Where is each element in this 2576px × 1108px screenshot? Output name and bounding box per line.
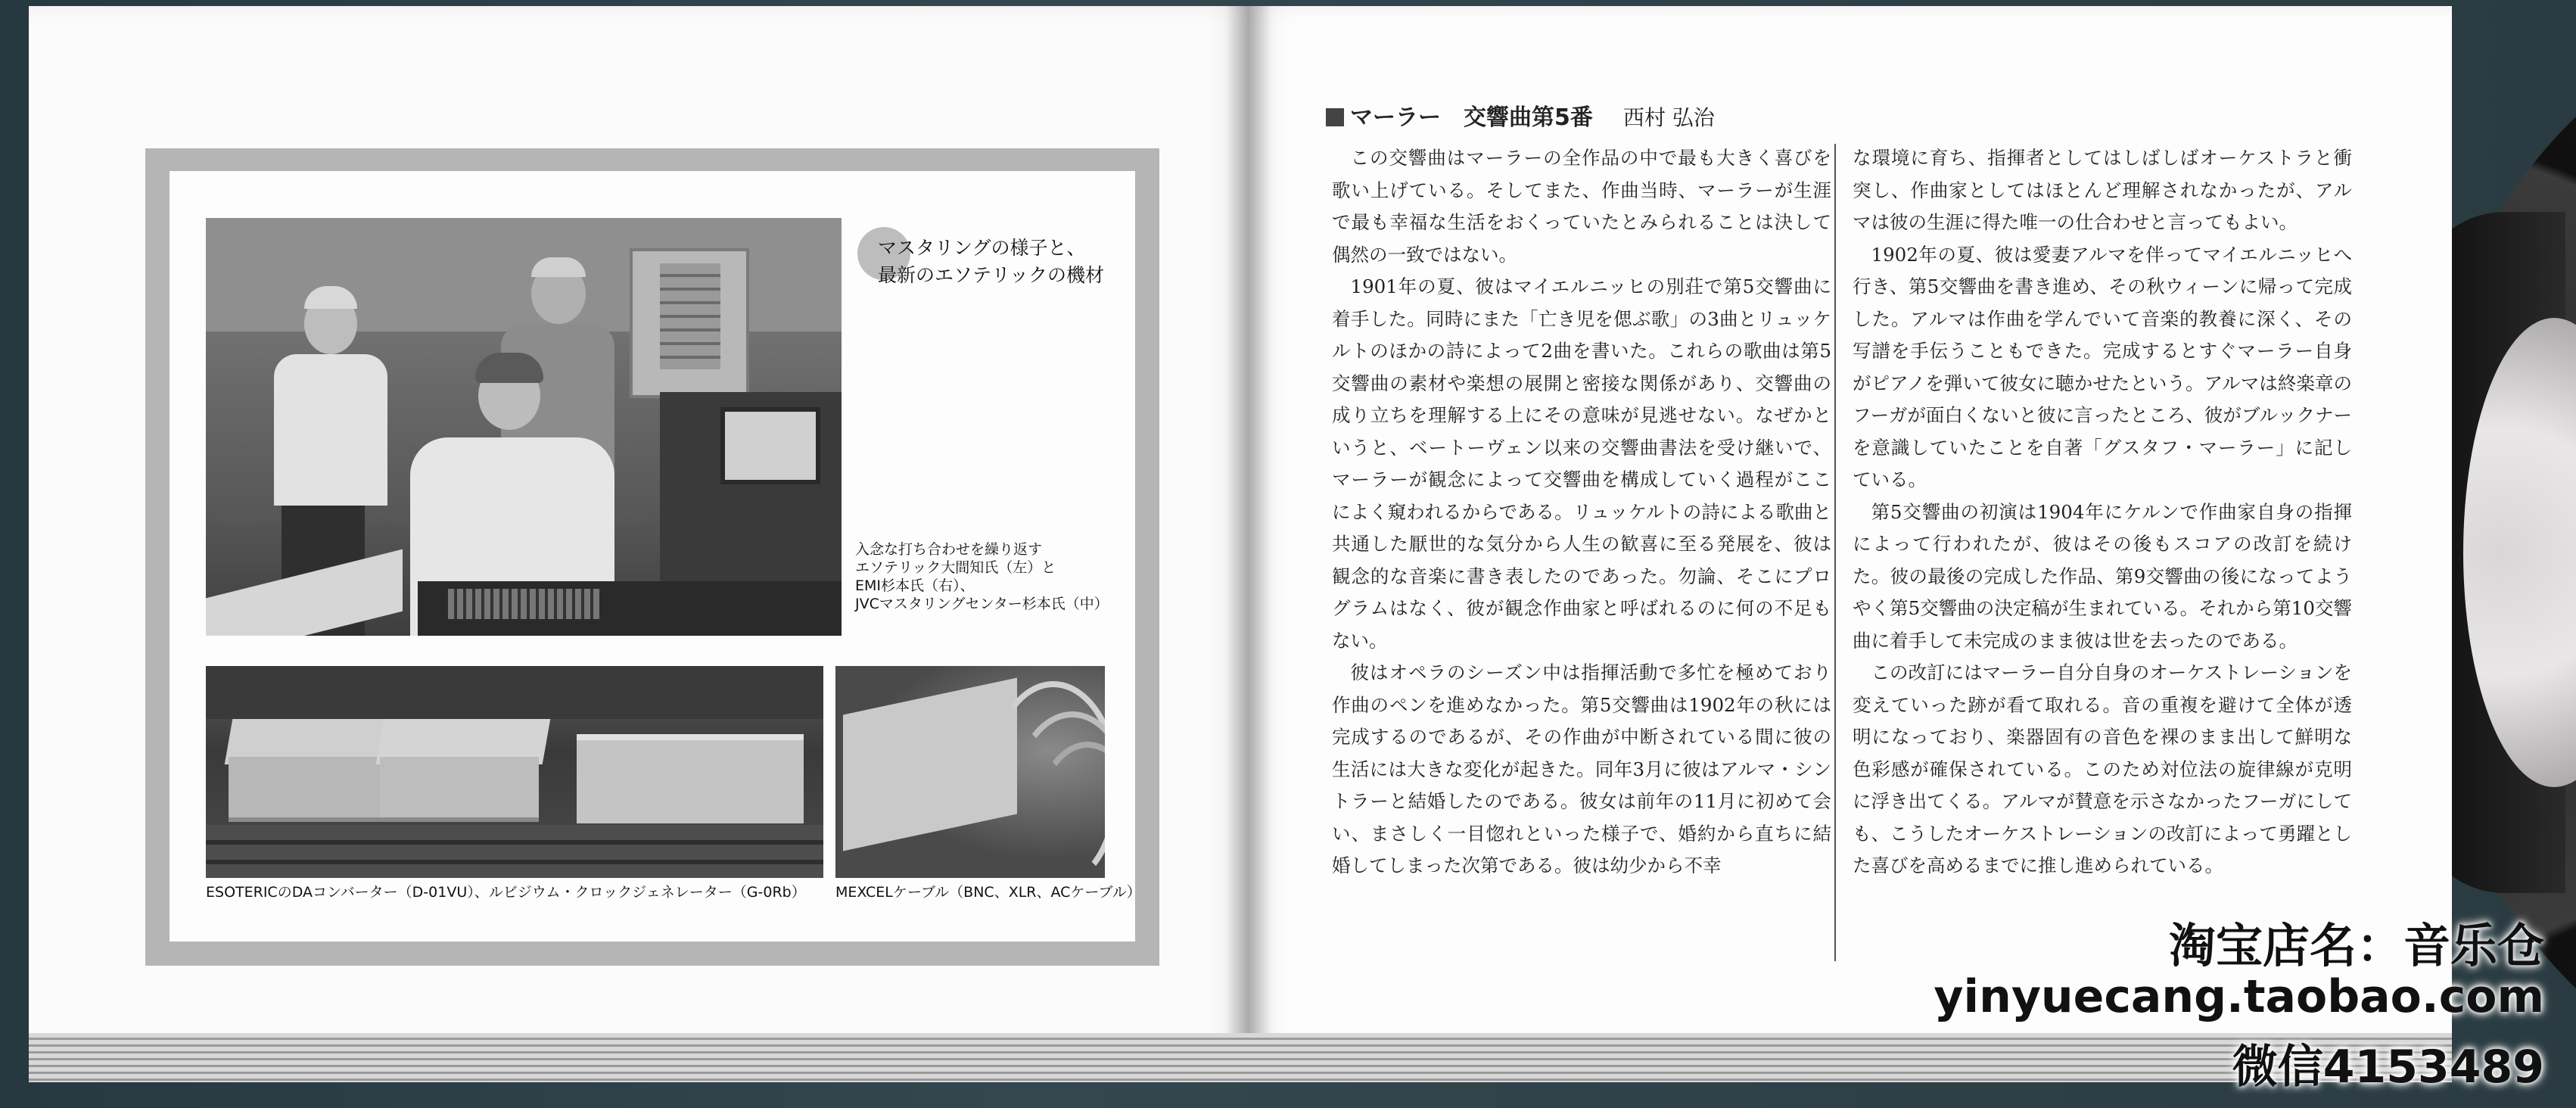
article-author: 西村 弘治 <box>1622 105 1715 130</box>
equipment-caption: ESOTERICのDAコンバーター（D-01VU）、ルビジウム・クロックジェネレーター（G-0Rb） <box>206 884 806 901</box>
main-photo-caption: マスタリングの様子と、 最新のエソテリックの機材 <box>878 237 1105 286</box>
column-divider <box>1834 144 1836 961</box>
article-heading <box>1326 98 1715 132</box>
heading-square-icon <box>1326 108 1344 126</box>
cable-photo <box>835 666 1105 878</box>
booklet-gutter <box>1226 6 1271 1082</box>
paragraph: 彼はオペラのシーズン中は指揮活動で多忙を極めており作曲のペンを進めなかった。第5交響曲は1902年の秋には完成するのであるが、その作曲が中断されている間に彼の生活には大きな変化が起きた。同年3月に彼はアルマ・シントラーと結婚したのである。彼女は前年の11月に初めて会い、まさしく一目惚れといった様子で、婚約から直ちに結婚してしまった次第である。彼は幼少から不幸 <box>1332 661 1831 876</box>
article-column-1 <box>1332 142 1831 882</box>
paragraph: この交響曲はマーラーの全作品の中で最も大きく喜びを歌い上げている。そしてまた、作曲当時、マーラーが生涯で最も幸福な生活をおくっていたとみられることは決して偶然の一致ではない。 <box>1332 147 1831 266</box>
cable-caption: MEXCELケーブル（BNC、XLR、ACケーブル） <box>835 884 1141 901</box>
paragraph: この改訂にはマーラー自分自身のオーケストレーションを変えていった跡が看て取れる。音の重複を避けて全体が透明になっており、楽器固有の音色を裸のまま出して鮮明な色彩感が確保されている。このため対位法の旋律線が克明に浮き出てくる。アルマが賛意を示さなかったフーガにしても、こうしたオーケストレーションの改訂によって勇躍とした喜びを高めるまでに推し進められている。 <box>1853 661 2352 876</box>
watermark-shop-name: 淘宝店名：音乐仓 <box>2168 918 2544 973</box>
article-title: マーラー 交響曲第5番 <box>1350 104 1593 131</box>
paragraph: 1901年の夏、彼はマイエルニッヒの別荘で第5交響曲に着手した。同時にまた「亡き児を偲ぶ歌」の3曲とリュッケルトのほかの詩によって2曲を書いた。これらの歌曲は第5交響曲の素材や楽想の展開と密接な関係があり、交響曲の成り立ちを理解する上にその意味が見逃せない。なぜかというと、ベートーヴェン以来の交響曲書法を受け継いで、マーラーが観念によって交響曲を構成していく過程がここによく窺われるからである。リュッケルトの詩による歌曲と共通した厭世的な気分から人生の歓喜に至る発展を、彼は観念的な音楽に書き表したのであった。勿論、そこにプログラムはなく、彼が観念作曲家と呼ばれるのに何の不足もない。 <box>1332 275 1831 652</box>
article-column-2 <box>1853 142 2352 882</box>
paragraph: 1902年の夏、彼は愛妻アルマを伴ってマイエルニッヒへ行き、第5交響曲を書き進め、その秋ウィーンに帰って完成した。アルマは作曲を学んでいて音楽的教養に深く、その写譜を手伝うこともできた。完成するとすぐマーラー自身がピアノを弾いて彼女に聴かせたという。アルマは終楽章のフーガが面白くないと彼に言ったところ、彼がブルックナーを意識していたことを自著「グスタフ・マーラー」に記している。 <box>1853 243 2352 490</box>
paragraph: 第5交響曲の初演は1904年にケルンで作曲家自身の指揮によって行われたが、彼はその後もスコアの改訂を続けた。彼の最後の完成した作品、第9交響曲の後になってようやく第5交響曲の決定稿が生まれている。それから第10交響曲に着手して未完成のまま彼は世を去ったのである。 <box>1853 500 2352 652</box>
booklet-bottom-stripes <box>29 1033 2452 1082</box>
paragraph-continued: な環境に育ち、指揮者としてはしばしばオーケストラと衝突し、作曲家としてはほとんど理解されなかったが、アルマは彼の生涯に得た唯一の仕合わせと言ってもよい。 <box>1853 147 2352 233</box>
da-converter-photo <box>206 666 823 878</box>
mastering-session-photo <box>206 218 842 636</box>
watermark-shop-url: yinyuecang.taobao.com <box>1934 970 2544 1023</box>
people-caption: 入念な打ち合わせを繰り返す エソテリック大間知氏（左）と EMI杉本氏（右）、 JVCマスタリングセンター杉本氏（中） <box>855 541 1109 612</box>
watermark-wechat: 微信4153489 <box>2232 1041 2544 1094</box>
